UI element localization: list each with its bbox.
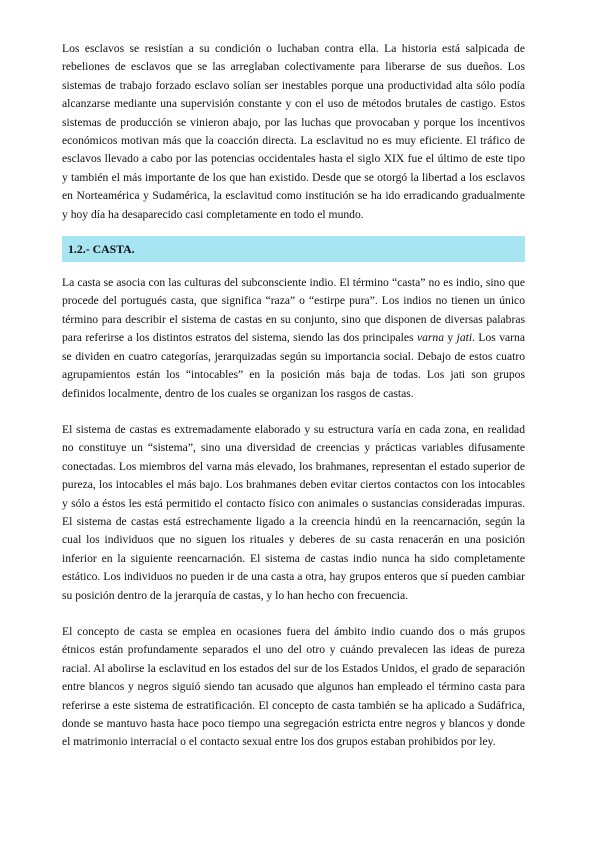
- paragraph-caste-concept: El concepto de casta se emplea en ocasiones fuera del ámbito indio cuando dos o más grupos étnicos están profundamente separados el uno del otro y cuándo prevalecen las ideas de pureza racial. Al abolirse la esclavitud en los estados del sur de los Estados Unidos, el grado de separación entre blancos y negros siguió siendo tan acusado que algunos han empleado el término casta para referirse a este sistema de estratificación. El concepto de casta también se ha aplicado a Sudáfrica, donde se mantuvo hasta hace poco tiempo una segregación estricta entre negros y blancos y donde el matrimonio interracial o el contacto sexual entre los dos grupos estaban prohibidos por ley.: [62, 624, 525, 749]
- paragraph-caste-intro-part-c: . Los varna se dividen en cuatro categorías, jerarquizadas según su importancia social. Debajo de estos cuatro agrupamientos están los “intocables” en la posición más baja de todas. Los jati son grupos definidos localmente, dentro de los cuales se organizan los rasgos de castas.: [62, 331, 525, 400]
- paragraph-caste-system: El sistema de castas es extremadamente elaborado y su estructura varía en cada zona, en realidad no constituye un “sistema”, sino una diversidad de creencias y prácticas variables difusamente conectadas. Los miembros del varna más elevado, los brahmanes, representan el estado superior de pureza, los intocables el más bajo. Los brahmanes deben evitar ciertos contactos con los intocables y sólo a éstos les está permitido el contacto físico con animales o sustancias consideradas impuras. El sistema de castas está estrechamente ligado a la creencia hindú en la reencarnación, según la cual los individuos que no siguen los rituales y deberes de su casta renacerán en una posición inferior en la siguiente reencarnación. El sistema de castas indio nunca ha sido completamente estático. Los individuos no pueden ir de una casta a otra, hay grupos enteros que sí pueden cambiar su posición dentro de la jerarquía de castas, y lo han hecho con frecuencia.: [62, 422, 525, 602]
- section-heading-casta: 1.2.- CASTA.: [62, 236, 525, 262]
- term-jati: jati: [456, 331, 473, 345]
- paragraph-spacer: [62, 403, 525, 421]
- document-page: [62, 40, 525, 752]
- paragraph-spacer: [62, 605, 525, 623]
- term-varna: varna: [416, 331, 444, 345]
- paragraph-caste-intro: [62, 274, 525, 403]
- paragraph-caste-intro-part-a: La casta se asocia con las culturas del subconsciente indio. El término “casta” no es indio, sino que procede del portugués casta, que significa “raza” o “estirpe pura”. Los indios no tienen un único término para describir el sistema de castas en su conjunto, sino que disponen de diversas palabras para referirse a los distintos estratos del sistema, siendo las dos principales: [62, 276, 525, 345]
- paragraph-caste-intro-part-b: y: [444, 331, 457, 345]
- paragraph-slavery: Los esclavos se resistían a su condición o luchaban contra ella. La historia está salpicada de rebeliones de esclavos que se las arreglaban colectivamente para liberarse de sus dueños. Los sistemas de trabajo forzado esclavo solían ser inestables porque una productividad alta sólo podía alcanzarse mediante una supervisión constante y con el uso de métodos brutales de castigo. Estos sistemas de producción se vinieron abajo, por las luchas que provocaban y porque los incentivos económicos motivan más que la coacción directa. La esclavitud no es muy eficiente. El tráfico de esclavos llevado a cabo por las potencias occidentales hasta el siglo XIX fue el último de este tipo y también el más importante de los que han existido. Desde que se otorgó la libertad a los esclavos en Norteamérica y Sudamérica, la esclavitud como institución se ha ido erradicando gradualmente y hoy día ha desaparecido casi completamente en todo el mundo.: [62, 42, 525, 221]
